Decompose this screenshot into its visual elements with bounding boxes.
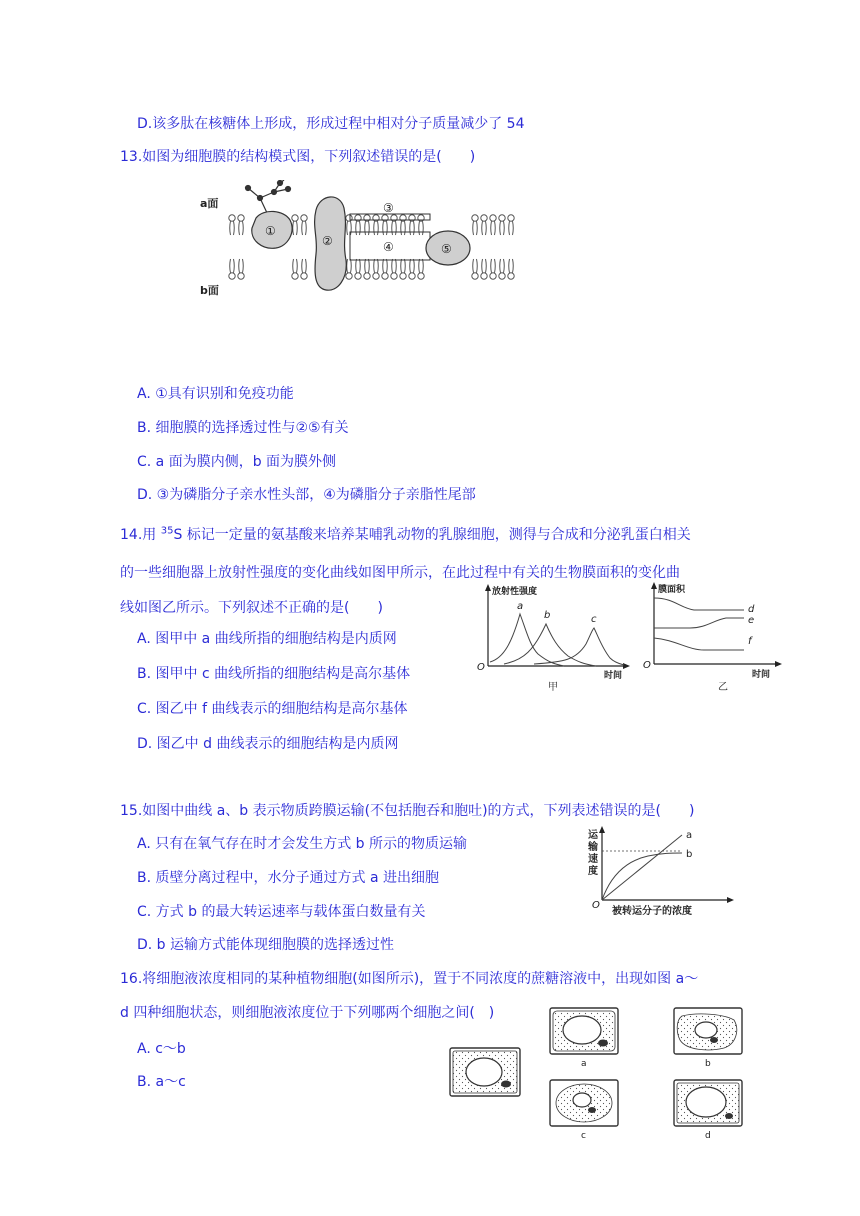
chart-yi [640, 580, 800, 694]
cell-original [450, 1048, 520, 1096]
label-4: ④ [383, 240, 394, 254]
cell-membrane-diagram [198, 180, 518, 300]
q16-option-b: B. a～c [137, 1074, 186, 1090]
phospholipid-tail [500, 259, 505, 273]
label-3: ③ [383, 201, 394, 215]
phospholipid-head [301, 273, 307, 279]
q14-option-d: D. 图乙中 d 曲线表示的细胞结构是内质网 [137, 736, 399, 752]
q15-option-d: D. b 运输方式能体现细胞膜的选择透过性 [137, 937, 395, 953]
transport-ylabel-1: 运 [588, 830, 598, 841]
phospholipid-tail [419, 259, 424, 273]
phospholipid-head [508, 215, 514, 221]
glycoprotein-chain [246, 180, 291, 215]
yi-label-d: d [748, 604, 755, 615]
transport-label-b: b [686, 849, 693, 860]
phospholipid-head [292, 215, 298, 221]
phospholipid-tail [383, 259, 388, 273]
phospholipid-tail [365, 221, 370, 235]
transport-curve-b [602, 853, 682, 900]
label-b-side: b面 [200, 284, 219, 297]
phospholipid-tail [230, 221, 235, 235]
transport-ylabel-4: 度 [588, 866, 598, 877]
phospholipid-head [472, 215, 478, 221]
phospholipid-head [238, 215, 244, 221]
phospholipid-tail [293, 259, 298, 273]
phospholipid-head [499, 273, 505, 279]
phospholipid-tail [509, 221, 514, 235]
phospholipid-head [373, 273, 379, 279]
phospholipid-tail [293, 221, 298, 235]
phospholipid-tail [392, 221, 397, 235]
phospholipid-tail [410, 259, 415, 273]
phospholipid-head [409, 273, 415, 279]
jia-xlabel: 时间 [604, 671, 623, 681]
yi-curve-e [654, 618, 744, 628]
label-a-side: a面 [200, 197, 219, 210]
chart-jia [474, 582, 634, 694]
q16-stem-line1: 16.将细胞液浓度相同的某种植物细胞(如图所示)，置于不同浓度的蔗糖溶液中，出现如图 a～ [120, 971, 699, 987]
phospholipid-tail [473, 259, 478, 273]
q14-option-a: A. 图甲中 a 曲线所指的细胞结构是内质网 [137, 631, 397, 647]
label-2: ② [322, 234, 333, 248]
jia-label-a: a [517, 601, 524, 612]
transport-chart [578, 824, 738, 920]
q15-option-a: A. 只有在氧气存在时才会发生方式 b 所示的物质运输 [137, 836, 468, 852]
cell-d-label: d [705, 1131, 711, 1141]
label-5: ⑤ [441, 242, 452, 256]
phospholipid-tail [410, 221, 415, 235]
phospholipid-tail [509, 259, 514, 273]
phospholipid-head [229, 215, 235, 221]
phospholipid-head [238, 273, 244, 279]
phospholipid-tail [401, 259, 406, 273]
transport-ylabel-3: 速 [588, 854, 598, 865]
phospholipid-head [400, 273, 406, 279]
phospholipid-head [229, 273, 235, 279]
q15-stem: 15.如图中曲线 a、b 表示物质跨膜运输(不包括胞吞和胞吐)的方式，下列表述错误的是( ) [120, 803, 695, 819]
phospholipid-head [490, 273, 496, 279]
label-1: ① [265, 224, 276, 238]
phospholipid-tail [302, 221, 307, 235]
phospholipid-head [292, 273, 298, 279]
yi-curve-d [654, 598, 744, 610]
q14-stem-line2: 的一些细胞器上放射性强度的变化曲线如图甲所示，在此过程中有关的生物膜面积的变化曲 [120, 565, 680, 581]
transport-curve-a [602, 835, 682, 900]
jia-curve-b [504, 624, 596, 666]
phospholipid-head [472, 273, 478, 279]
phospholipid-tail [302, 259, 307, 273]
yi-xlabel: 时间 [752, 670, 771, 680]
phospholipid-tail [491, 259, 496, 273]
phospholipid-head [301, 215, 307, 221]
phospholipid-tail [482, 259, 487, 273]
phospholipid-tail [419, 221, 424, 235]
phospholipid-tail [500, 221, 505, 235]
jia-origin: O [477, 662, 485, 673]
jia-label-c: c [591, 614, 597, 625]
jia-label-b: b [544, 610, 551, 621]
transport-label-a: a [686, 830, 693, 841]
phospholipid-tail [347, 221, 352, 235]
jia-curve-c [534, 628, 624, 665]
yi-curve-f [654, 638, 744, 650]
q15-option-b: B. 质壁分离过程中，水分子通过方式 a 进出细胞 [137, 870, 439, 886]
q16-option-a: A. c～b [137, 1041, 186, 1057]
q13-stem: 13.如图为细胞膜的结构模式图，下列叙述错误的是( ) [120, 149, 476, 165]
phospholipid-tail [365, 259, 370, 273]
q15-option-c: C. 方式 b 的最大转运速率与载体蛋白数量有关 [137, 904, 426, 920]
phospholipid-tail [491, 221, 496, 235]
phospholipid-head [481, 273, 487, 279]
phospholipid-tail [347, 259, 352, 273]
q14-stem-line1: 14.用 $^{35}$S 标记一定量的氨基酸来培养某哺乳动物的乳腺细胞，测得与合成和分泌乳蛋白相关 [120, 525, 691, 543]
cell-c-label: c [581, 1131, 586, 1141]
phospholipid-head [508, 273, 514, 279]
phospholipid-tail [356, 221, 361, 235]
phospholipid-head [499, 215, 505, 221]
q14-stem-line3: 线如图乙所示。下列叙述不正确的是( ) [120, 600, 383, 616]
yi-caption: 乙 [718, 682, 728, 693]
phospholipid-tail [230, 259, 235, 273]
jia-curve-a [490, 614, 564, 666]
q13-option-c: C. a 面为膜内侧，b 面为膜外侧 [137, 454, 337, 470]
q13-option-d: D. ③为磷脂分子亲水性头部，④为磷脂分子亲脂性尾部 [137, 487, 476, 503]
q14-option-b: B. 图甲中 c 曲线所指的细胞结构是高尔基体 [137, 666, 411, 682]
phospholipid-tail [482, 221, 487, 235]
q13-option-a: A. ①具有识别和免疫功能 [137, 386, 294, 402]
phospholipid-head [481, 215, 487, 221]
cell-b [674, 1008, 742, 1069]
plant-cells-figure [446, 1006, 746, 1144]
phospholipid-tail [239, 259, 244, 273]
phospholipid-tail [392, 259, 397, 273]
q12-option-d: D.该多肽在核糖体上形成，形成过程中相对分子质量减少了 54 [137, 116, 525, 132]
phospholipid-head [418, 273, 424, 279]
transport-origin: O [592, 900, 600, 911]
cell-a [550, 1008, 618, 1069]
phospholipid-tail [374, 221, 379, 235]
yi-ylabel: 膜面积 [658, 585, 686, 595]
phospholipid-head [355, 273, 361, 279]
cell-d [674, 1080, 742, 1141]
phospholipid-tail [374, 259, 379, 273]
phospholipid-tail [473, 221, 478, 235]
q13-option-b: B. 细胞膜的选择透过性与②⑤有关 [137, 420, 349, 436]
q14-option-c: C. 图乙中 f 曲线表示的细胞结构是高尔基体 [137, 701, 408, 717]
phospholipid-tail [239, 221, 244, 235]
phospholipid-tail [383, 221, 388, 235]
yi-label-e: e [748, 615, 755, 626]
phospholipid-head [391, 273, 397, 279]
phospholipid-head [346, 273, 352, 279]
phospholipid-head [490, 215, 496, 221]
phospholipid-tail [356, 259, 361, 273]
yi-label-f: f [748, 636, 752, 647]
jia-ylabel: 放射性强度 [492, 587, 538, 597]
yi-origin: O [643, 660, 651, 671]
phospholipid-tail [401, 221, 406, 235]
transport-ylabel-2: 输 [588, 842, 598, 853]
phospholipid-head [364, 273, 370, 279]
cell-a-label: a [581, 1059, 587, 1069]
transport-xlabel: 被转运分子的浓度 [612, 906, 692, 917]
isotope-mass-number: 35 [160, 525, 174, 537]
phospholipid-head [382, 273, 388, 279]
cell-c [550, 1080, 618, 1141]
jia-caption: 甲 [548, 682, 558, 693]
cell-b-label: b [705, 1059, 711, 1069]
q16-stem-line2: d 四种细胞状态，则细胞液浓度位于下列哪两个细胞之间( ) [120, 1005, 495, 1021]
